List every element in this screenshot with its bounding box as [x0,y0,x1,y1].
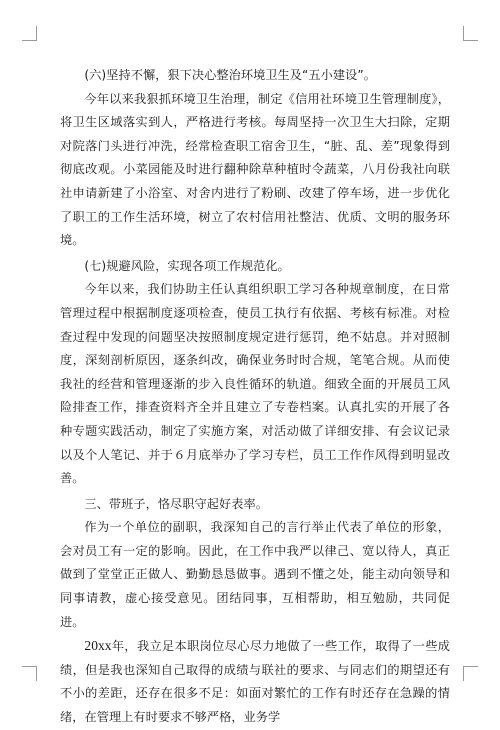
section-heading-3: 三、带班子，恪尽职守起好表率。 [84,496,268,511]
paragraph-summary-text: 年，我立足本职岗位尽心尽力地做了一些工作，取得了一些成绩，但是我也深知自己取得的成绩与联社的要求、与同志们的期望还有不小的差距，还存在很多不足：如面对繁忙的工作有时还存在急躁的情绪，在管理上有时要求不够严格，业务学 [60,639,450,725]
crop-mark-top-left [22,26,37,41]
section-heading-7: (七)规避风险，实现各项工作规范化。 [84,258,290,273]
paragraph-environment: 今年以来我狠抓环境卫生治理，制定《信用社环境卫生管理制度》，将卫生区域落实到人，严格进行考核。每周坚持一次卫生大扫除，定期对院落门头进行冲洗，经常检查职工宿舍卫生，“脏、乱、差”现象得到彻底改观。小菜园能及时进行翻种除草种植时令蔬菜，八月份我社向联社申请新建了小浴室、对舍内进行了粉刷、改建了停车场，进一步优化了职工的工作生活环境，树立了农村信用社整洁、优质、文明的服务环境。 [60,91,450,248]
year-text: 20xx [84,638,112,654]
crop-mark-bottom-left [22,666,37,681]
document-body [60,62,450,730]
section-heading-6: (六)坚持不懈，狠下决心整治环境卫生及“五小建设”。 [84,68,376,82]
paragraph-summary [60,634,450,729]
paragraph-leadership: 作为一个单位的副职，我深知自己的言行举止代表了单位的形象，会对员工有一定的影响。因此，在工作中我严以律己、宽以待人，真正做到了堂堂正正做人、勤勤恳恳做事。遇到不懂之处，能主动向领导和同事请教，虚心接受意见。团结同事，互相帮助，相互勉励，共同促进。 [60,520,450,629]
crop-mark-top-right [463,26,478,41]
paragraph-risk: 今年以来，我们协助主任认真组织职工学习各种规章制度，在日常管理过程中根据制度逐项检查，使员工执行有依据、考核有标准。对检查过程中发现的问题坚决按照制度规定进行惩罚，绝不姑息。并对照制度，深刻剖析原因，逐条纠改，确保业务时时合规，笔笔合规。从而使我社的经营和管理逐渐的步入良性循环的轨道。细致全面的开展员工风险排查工作，排查资料齐全并且建立了专卷档案。认真扎实的开展了各种专题实践活动，制定了实施方案，对活动做了详细安排、有会议记录以及个人笔记、并于６月底举办了学习专栏，员工工作作风得到明显改善。 [60,282,450,486]
crop-mark-bottom-right [463,666,478,681]
